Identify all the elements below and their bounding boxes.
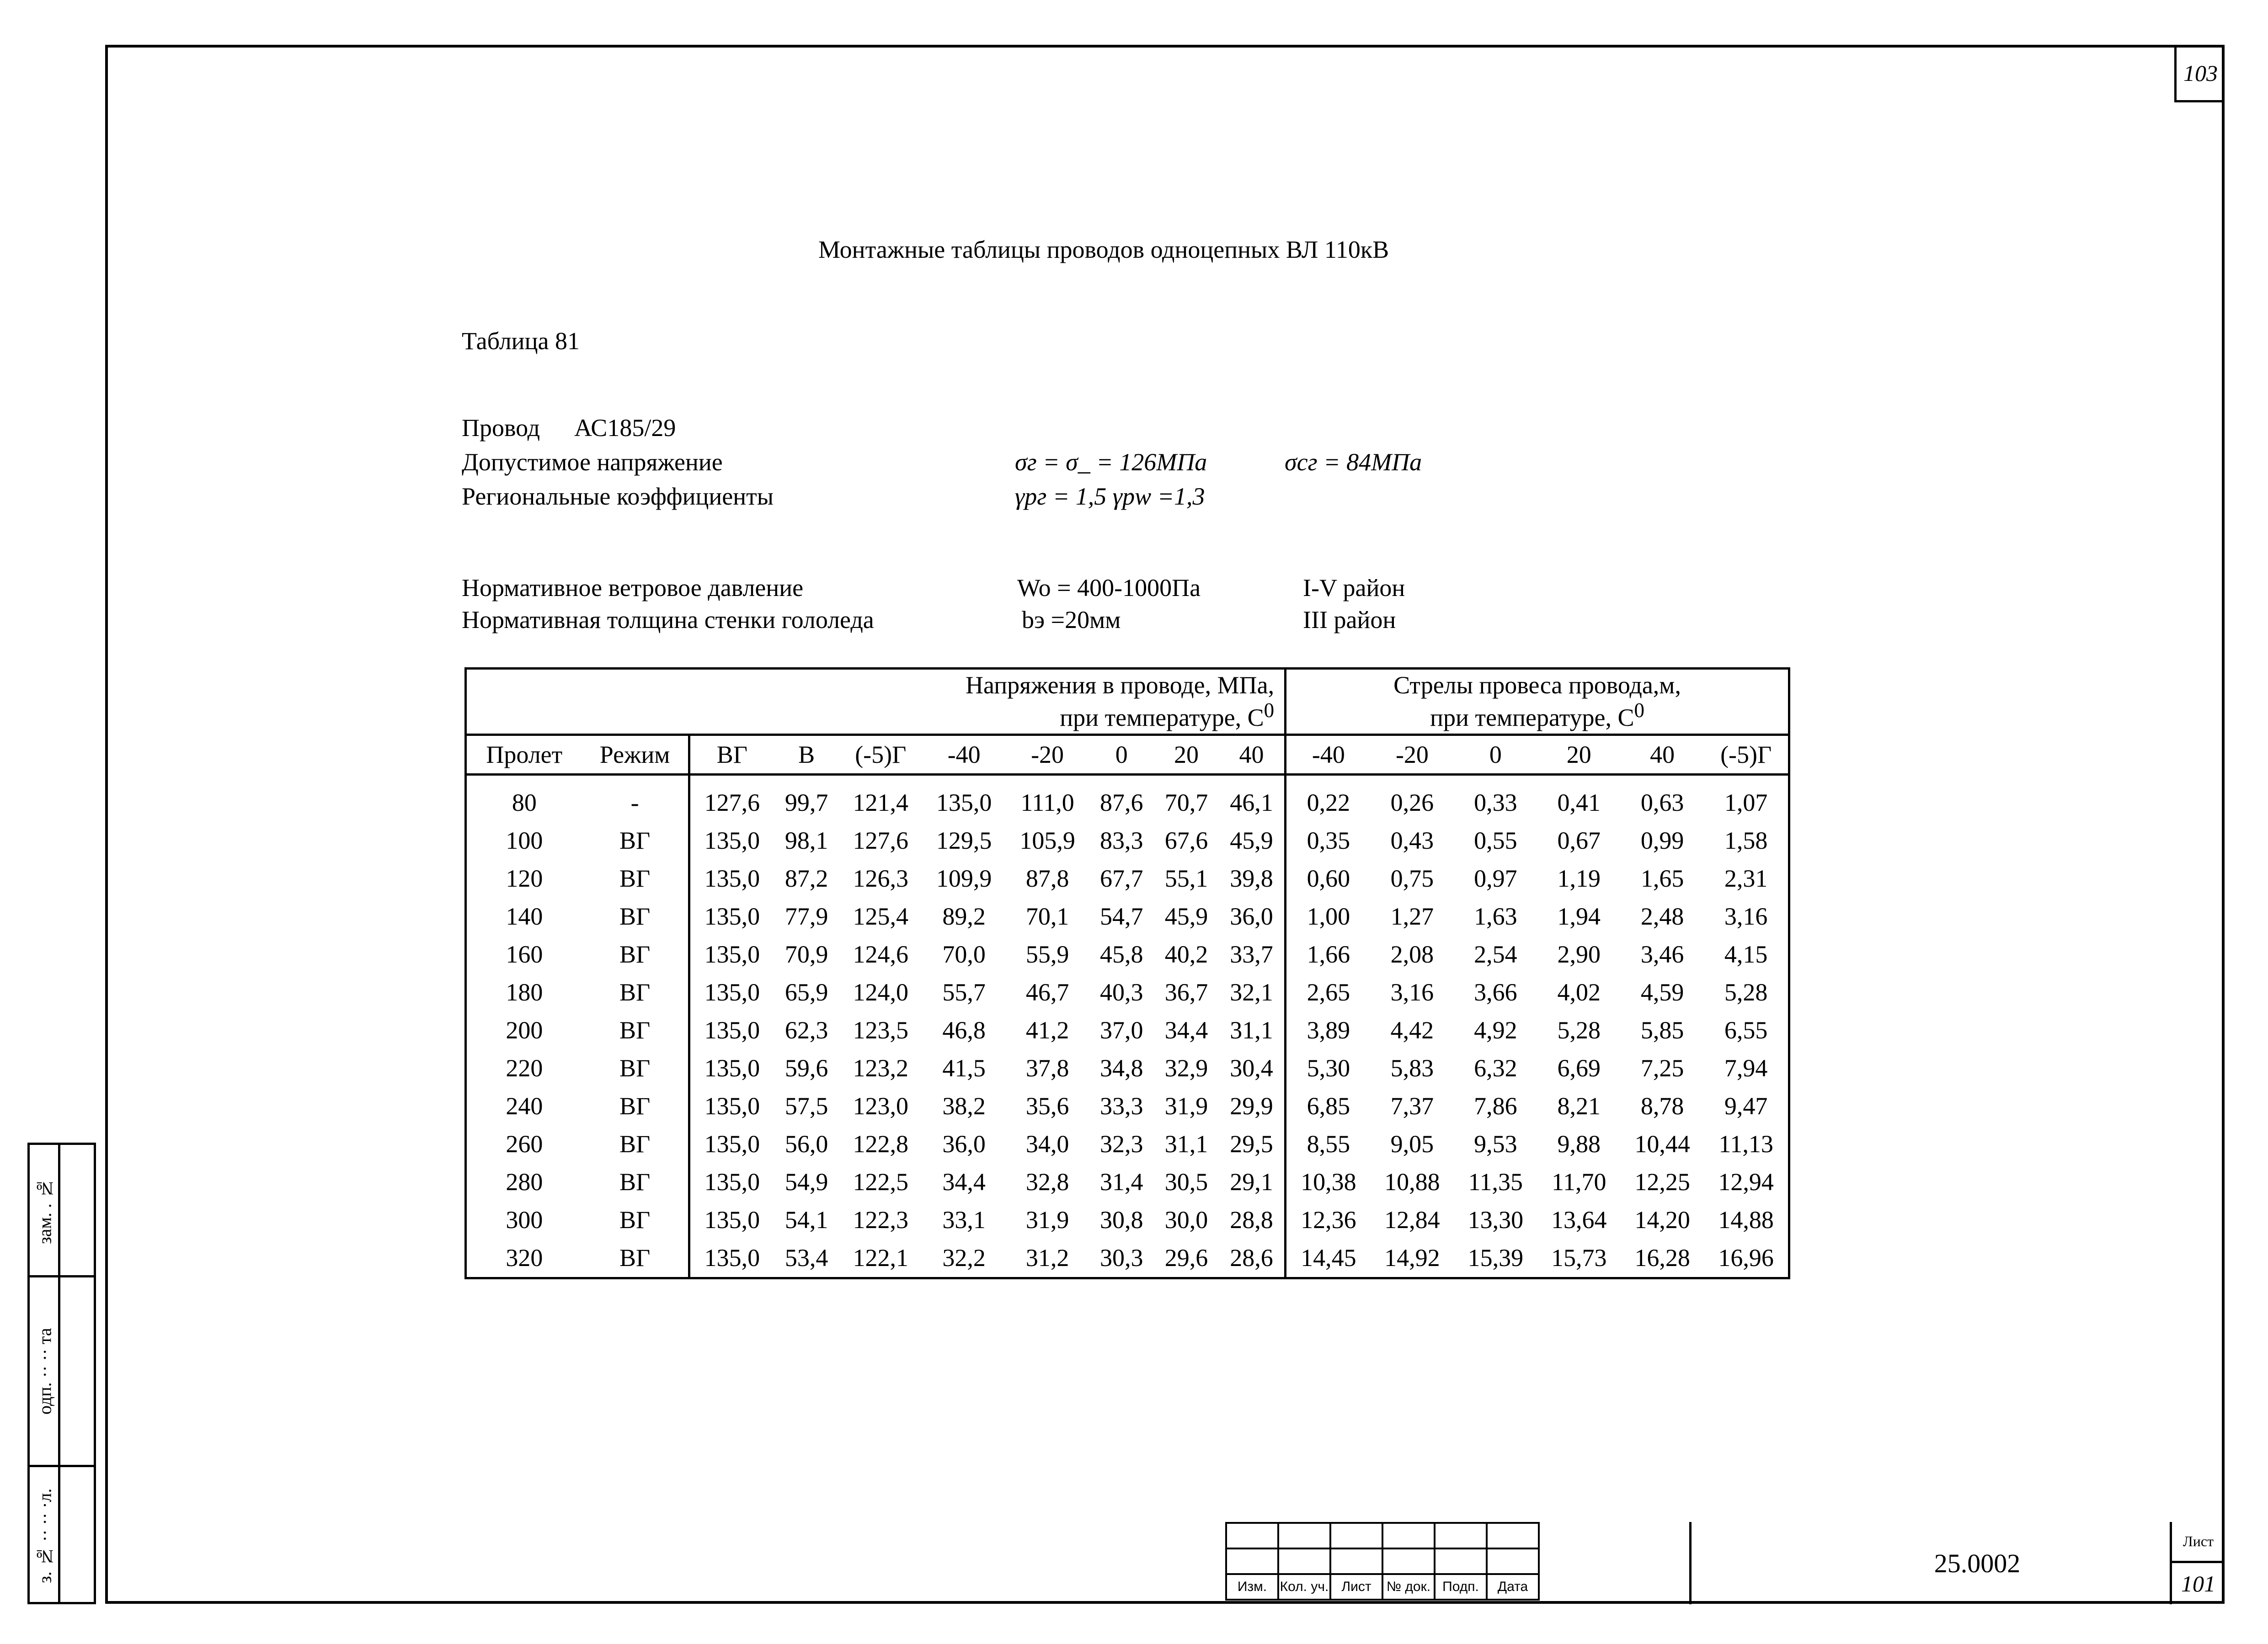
table-cell: ВГ [582, 1087, 689, 1125]
sheet-label: Лист [2172, 1522, 2225, 1563]
column-header: Режим [582, 735, 689, 775]
sag-group-line2: при температуре, С [1430, 703, 1634, 731]
side-label-signature: одп. ·· ·· та [34, 1328, 55, 1415]
table-row [466, 1201, 1789, 1239]
column-header: 20 [1537, 735, 1621, 775]
table-cell: 70,1 [1025, 903, 1069, 931]
table-row [466, 1011, 1789, 1049]
table-cell: 14,45 [1301, 1244, 1356, 1272]
stamp-column-label: Лист [1330, 1574, 1382, 1600]
column-header: -20 [1371, 735, 1454, 775]
column-header: 40 [1621, 735, 1704, 775]
table-cell: 4,42 [1390, 1016, 1434, 1044]
table-cell: ВГ [582, 1125, 689, 1163]
table-cell: 33,1 [942, 1206, 986, 1234]
table-cell: 1,19 [1557, 865, 1601, 893]
table-cell: 0,35 [1307, 827, 1350, 855]
table-row [466, 1049, 1789, 1087]
table-cell: 10,44 [1634, 1130, 1690, 1158]
table-cell: 32,2 [942, 1244, 986, 1272]
table-cell: 9,53 [1474, 1130, 1517, 1158]
table-cell: 4,59 [1640, 979, 1684, 1006]
table-cell: 28,8 [1219, 1201, 1286, 1239]
table-cell: 53,4 [784, 1244, 828, 1272]
table-cell: 34,0 [1025, 1130, 1069, 1158]
table-cell: 6,32 [1474, 1054, 1517, 1082]
table-cell: 1,65 [1640, 865, 1684, 893]
table-cell: 1,63 [1474, 903, 1517, 931]
table-cell: 32,8 [1025, 1168, 1069, 1196]
table-cell: 135,0 [704, 903, 760, 931]
table-cell: 98,1 [784, 827, 828, 855]
table-cell: 7,37 [1390, 1092, 1434, 1120]
table-cell: 7,25 [1640, 1054, 1684, 1082]
revision-grid [1225, 1522, 1540, 1601]
stamp-column-label: Дата [1487, 1574, 1539, 1600]
table-cell: 6,55 [1724, 1016, 1768, 1044]
table-cell: 124,0 [853, 979, 909, 1006]
table-cell: 0,97 [1474, 865, 1517, 893]
column-header: (-5)Г [839, 735, 922, 775]
table-cell: 123,2 [853, 1054, 909, 1082]
table-cell: 5,28 [1557, 1016, 1601, 1044]
table-cell: 260 [506, 1130, 543, 1158]
table-cell: 15,39 [1468, 1244, 1524, 1272]
table-cell: ВГ [582, 974, 689, 1011]
table-cell: 32,1 [1219, 974, 1286, 1011]
table-cell: 87,6 [1099, 789, 1143, 817]
table-cell: 0,60 [1307, 865, 1350, 893]
table-cell: 67,7 [1099, 865, 1143, 893]
column-header: -40 [922, 735, 1005, 775]
table-cell: 99,7 [784, 789, 828, 817]
side-strip [27, 1143, 96, 1604]
table-cell: 5,83 [1390, 1054, 1434, 1082]
table-cell: 38,2 [942, 1092, 986, 1120]
table-cell: 135,0 [704, 1244, 760, 1272]
table-cell: 14,88 [1718, 1206, 1774, 1234]
table-cell: 0,33 [1474, 789, 1517, 817]
table-cell: 29,6 [1164, 1244, 1208, 1272]
table-cell: 89,2 [942, 903, 986, 931]
table-cell: 180 [506, 979, 543, 1006]
table-cell: 15,73 [1551, 1244, 1607, 1272]
table-cell: 31,4 [1099, 1168, 1143, 1196]
table-cell: ВГ [582, 1163, 689, 1201]
side-label-replacement: зам. . № [34, 1178, 55, 1244]
table-cell: 10,38 [1301, 1168, 1356, 1196]
stress-value: σг = σ_ = 126МПа [1015, 448, 1207, 476]
table-label: Таблица 81 [462, 327, 580, 355]
table-cell: 135,0 [704, 1054, 760, 1082]
table-cell: 45,8 [1099, 941, 1143, 968]
table-cell: 3,66 [1474, 979, 1517, 1006]
corner-sheet-number: 103 [2174, 47, 2225, 102]
table-cell: - [582, 775, 689, 822]
wire-label: Провод [462, 414, 540, 442]
table-row [466, 898, 1789, 936]
table-cell: 41,2 [1025, 1016, 1069, 1044]
table-cell: 127,6 [853, 827, 909, 855]
table-cell: ВГ [582, 1201, 689, 1239]
table-cell: 46,8 [942, 1016, 986, 1044]
wind-label: Нормативное ветровое давление [462, 574, 804, 601]
table-cell: 9,05 [1390, 1130, 1434, 1158]
table-cell: 135,0 [704, 1016, 760, 1044]
table-cell: 30,4 [1219, 1049, 1286, 1087]
table-cell: 2,90 [1557, 941, 1601, 968]
table-cell: 28,6 [1219, 1239, 1286, 1278]
table-cell: 14,92 [1384, 1244, 1440, 1272]
table-cell: 62,3 [784, 1016, 828, 1044]
table-cell: 67,6 [1164, 827, 1208, 855]
table-cell: 30,3 [1099, 1244, 1143, 1272]
table-cell: 41,5 [942, 1054, 986, 1082]
table-cell: 54,1 [784, 1206, 828, 1234]
table-cell: 12,25 [1634, 1168, 1690, 1196]
table-cell: 5,28 [1724, 979, 1768, 1006]
table-cell: 0,41 [1557, 789, 1601, 817]
column-header: 0 [1089, 735, 1154, 775]
table-cell: 122,8 [853, 1130, 909, 1158]
table-cell: 30,5 [1164, 1168, 1208, 1196]
table-cell: 29,1 [1219, 1163, 1286, 1201]
sheet-number: 101 [2181, 1571, 2215, 1596]
table-cell: 280 [506, 1168, 543, 1196]
table-cell: 135,0 [704, 1168, 760, 1196]
degree-sup: 0 [1264, 698, 1275, 722]
table-cell: 55,7 [942, 979, 986, 1006]
table-cell: 1,07 [1724, 789, 1768, 817]
table-cell: 37,0 [1099, 1016, 1143, 1044]
table-cell: 123,5 [853, 1016, 909, 1044]
table-cell: 3,16 [1390, 979, 1434, 1006]
mounting-table [464, 667, 1790, 1279]
table-cell: 7,94 [1724, 1054, 1768, 1082]
coefficients-label: Региональные коэффициенты [462, 483, 774, 510]
table-cell: 30,0 [1164, 1206, 1208, 1234]
wind-value: Wo = 400-1000Па [1017, 574, 1201, 601]
table-cell: 3,46 [1640, 941, 1684, 968]
column-header: 0 [1454, 735, 1537, 775]
table-cell: 4,02 [1557, 979, 1601, 1006]
table-cell: 2,31 [1724, 865, 1768, 893]
table-cell: 36,0 [942, 1130, 986, 1158]
table-cell: 33,3 [1099, 1092, 1143, 1120]
stamp-column-label: Подп. [1435, 1574, 1487, 1600]
table-cell: 11,35 [1468, 1168, 1523, 1196]
table-cell: 8,55 [1307, 1130, 1350, 1158]
side-label-inventory: з. № ·· ·· ·л. [34, 1488, 55, 1583]
coefficients-value: γpг = 1,5 γpw =1,3 [1015, 483, 1205, 510]
table-cell: 10,88 [1384, 1168, 1440, 1196]
table-cell: 100 [506, 827, 543, 855]
table-cell: 16,28 [1634, 1244, 1690, 1272]
table-cell: 31,2 [1025, 1244, 1069, 1272]
column-header: Пролет [466, 735, 582, 775]
stress-group-header [466, 669, 1286, 735]
table-cell: 135,0 [936, 789, 992, 817]
table-cell: 0,26 [1390, 789, 1434, 817]
table-cell: 7,86 [1474, 1092, 1517, 1120]
table-cell: 55,1 [1164, 865, 1208, 893]
table-cell: 2,48 [1640, 903, 1684, 931]
side-strip-divider [58, 1145, 60, 1602]
table-row [466, 775, 1789, 822]
stress-group-line2: при температуре, С [1060, 703, 1264, 731]
table-cell: 13,64 [1551, 1206, 1607, 1234]
sag-group-line1: Стрелы провеса провода,м, [1393, 671, 1681, 699]
table-cell: 83,3 [1099, 827, 1143, 855]
stamp-column-label: № док. [1382, 1574, 1435, 1600]
table-cell: 4,15 [1724, 941, 1768, 968]
table-cell: ВГ [582, 860, 689, 898]
table-cell: 0,43 [1390, 827, 1434, 855]
table-cell: 135,0 [704, 1092, 760, 1120]
table-cell: 2,54 [1474, 941, 1517, 968]
table-cell: 122,5 [853, 1168, 909, 1196]
table-cell: 87,8 [1025, 865, 1069, 893]
table-cell: 54,7 [1099, 903, 1143, 931]
table-cell: 46,7 [1025, 979, 1069, 1006]
ice-value: bэ =20мм [1022, 606, 1121, 633]
title-block [1225, 1522, 2225, 1604]
column-header: 40 [1219, 735, 1286, 775]
table-cell: 1,58 [1724, 827, 1768, 855]
table-cell: 105,9 [1019, 827, 1075, 855]
stress-average: σсг = 84МПа [1285, 448, 1422, 476]
table-cell: 2,65 [1307, 979, 1350, 1006]
table-cell: ВГ [582, 822, 689, 860]
table-cell: 135,0 [704, 1130, 760, 1158]
table-cell: 16,96 [1718, 1244, 1774, 1272]
table-cell: 9,88 [1557, 1130, 1601, 1158]
table-cell: 32,3 [1099, 1130, 1143, 1158]
table-cell: 37,8 [1025, 1054, 1069, 1082]
table-cell: 46,1 [1219, 775, 1286, 822]
table-cell: 3,16 [1724, 903, 1768, 931]
table-cell: 13,30 [1468, 1206, 1524, 1234]
table-cell: ВГ [582, 1049, 689, 1087]
table-cell: 30,8 [1099, 1206, 1143, 1234]
table-cell: 11,13 [1718, 1130, 1773, 1158]
table-row [466, 974, 1789, 1011]
table-cell: 31,1 [1164, 1130, 1208, 1158]
table-row [466, 1087, 1789, 1125]
side-strip-rule [30, 1465, 94, 1467]
table-cell: 36,7 [1164, 979, 1208, 1006]
table-cell: 0,67 [1557, 827, 1601, 855]
table-cell: 1,66 [1307, 941, 1350, 968]
table-cell: 8,21 [1557, 1092, 1601, 1120]
column-header: В [774, 735, 839, 775]
table-cell: 1,27 [1390, 903, 1434, 931]
table-cell: 240 [506, 1092, 543, 1120]
table-cell: 2,08 [1390, 941, 1434, 968]
table-cell: 300 [506, 1206, 543, 1234]
table-cell: 40,2 [1164, 941, 1208, 968]
column-header: -40 [1286, 735, 1371, 775]
column-header: -20 [1006, 735, 1089, 775]
table-cell: ВГ [582, 936, 689, 974]
table-cell: 200 [506, 1016, 543, 1044]
sag-group-header [1286, 669, 1789, 735]
table-row [466, 1125, 1789, 1163]
table-cell: 14,20 [1634, 1206, 1690, 1234]
table-cell: ВГ [582, 1239, 689, 1278]
table-cell: 45,9 [1164, 903, 1208, 931]
table-cell: 9,47 [1724, 1092, 1768, 1120]
table-cell: 34,4 [942, 1168, 986, 1196]
table-row [466, 936, 1789, 974]
table-cell: 29,5 [1219, 1125, 1286, 1163]
column-header: ВГ [689, 735, 774, 775]
table-cell: 77,9 [784, 903, 828, 931]
document-code: 25.0002 [1689, 1522, 2263, 1604]
column-header-row [466, 735, 1789, 775]
table-cell: 135,0 [704, 941, 760, 968]
table-cell: 0,55 [1474, 827, 1517, 855]
table-cell: 31,1 [1219, 1011, 1286, 1049]
table-cell: 135,0 [704, 1206, 760, 1234]
table-cell: 0,75 [1390, 865, 1434, 893]
table-cell: 80 [512, 789, 537, 817]
table-cell: 12,94 [1718, 1168, 1774, 1196]
table-cell: 31,9 [1025, 1206, 1069, 1234]
table-cell: ВГ [582, 898, 689, 936]
table-cell: 109,9 [936, 865, 992, 893]
ice-label: Нормативная толщина стенки гололеда [462, 606, 874, 633]
table-cell: 29,9 [1219, 1087, 1286, 1125]
table-cell: ВГ [582, 1011, 689, 1049]
wind-region: I-V район [1303, 574, 1405, 601]
table-cell: 6,85 [1307, 1092, 1350, 1120]
table-cell: 3,89 [1307, 1016, 1350, 1044]
table-cell: 220 [506, 1054, 543, 1082]
table-cell: 5,85 [1640, 1016, 1684, 1044]
table-cell: 126,3 [853, 865, 909, 893]
stress-label: Допустимое напряжение [462, 448, 723, 476]
table-cell: 129,5 [936, 827, 992, 855]
sheet-box [2170, 1522, 2225, 1604]
table-cell: 140 [506, 903, 543, 931]
table-cell: 55,9 [1025, 941, 1069, 968]
table-cell: 6,69 [1557, 1054, 1601, 1082]
table-cell: 124,6 [853, 941, 909, 968]
table-cell: 125,4 [853, 903, 909, 931]
table-cell: 39,8 [1219, 860, 1286, 898]
table-cell: 121,4 [853, 789, 909, 817]
table-cell: 32,9 [1164, 1054, 1208, 1082]
document-title: Монтажные таблицы проводов одноцепных ВЛ 110кВ [818, 236, 1389, 263]
table-cell: 87,2 [784, 865, 828, 893]
table-cell: 33,7 [1219, 936, 1286, 974]
stamp-column-label: Кол. уч. [1278, 1574, 1330, 1600]
table-cell: 54,9 [784, 1168, 828, 1196]
table-row [466, 822, 1789, 860]
table-cell: 45,9 [1219, 822, 1286, 860]
table-cell: 34,8 [1099, 1054, 1143, 1082]
stamp-column-label: Изм. [1226, 1574, 1278, 1600]
table-cell: 70,9 [784, 941, 828, 968]
table-cell: 0,22 [1307, 789, 1350, 817]
table-row [466, 1239, 1789, 1278]
table-cell: 135,0 [704, 979, 760, 1006]
table-cell: 70,7 [1164, 789, 1208, 817]
table-cell: 123,0 [853, 1092, 909, 1120]
table-cell: 40,3 [1099, 979, 1143, 1006]
table-cell: 135,0 [704, 865, 760, 893]
table-cell: 0,99 [1640, 827, 1684, 855]
table-cell: 0,63 [1640, 789, 1684, 817]
table-cell: 34,4 [1164, 1016, 1208, 1044]
table-cell: 1,00 [1307, 903, 1350, 931]
table-row [466, 860, 1789, 898]
table-cell: 70,0 [942, 941, 986, 968]
wire-value: АС185/29 [574, 414, 676, 442]
table-cell: 320 [506, 1244, 543, 1272]
degree-sup: 0 [1634, 698, 1644, 722]
table-cell: 56,0 [784, 1130, 828, 1158]
table-row [466, 1163, 1789, 1201]
ice-region: III район [1303, 606, 1396, 633]
table-cell: 8,78 [1640, 1092, 1684, 1120]
table-cell: 122,1 [853, 1244, 909, 1272]
table-cell: 65,9 [784, 979, 828, 1006]
table-cell: 122,3 [853, 1206, 909, 1234]
side-strip-rule [30, 1275, 94, 1277]
column-header: 20 [1154, 735, 1219, 775]
table-cell: 12,84 [1384, 1206, 1440, 1234]
table-cell: 35,6 [1025, 1092, 1069, 1120]
table-cell: 36,0 [1219, 898, 1286, 936]
table-cell: 11,70 [1551, 1168, 1606, 1196]
column-header: (-5)Г [1704, 735, 1789, 775]
table-cell: 5,30 [1307, 1054, 1350, 1082]
table-cell: 4,92 [1474, 1016, 1517, 1044]
table-cell: 57,5 [784, 1092, 828, 1120]
stress-group-line1: Напряжения в проводе, МПа, [966, 671, 1275, 699]
table-cell: 120 [506, 865, 543, 893]
table-cell: 1,94 [1557, 903, 1601, 931]
table-cell: 160 [506, 941, 543, 968]
table-cell: 135,0 [704, 827, 760, 855]
table-cell: 111,0 [1020, 789, 1074, 817]
table-cell: 59,6 [784, 1054, 828, 1082]
table-cell: 127,6 [704, 789, 760, 817]
table-cell: 12,36 [1301, 1206, 1356, 1234]
table-cell: 31,9 [1164, 1092, 1208, 1120]
